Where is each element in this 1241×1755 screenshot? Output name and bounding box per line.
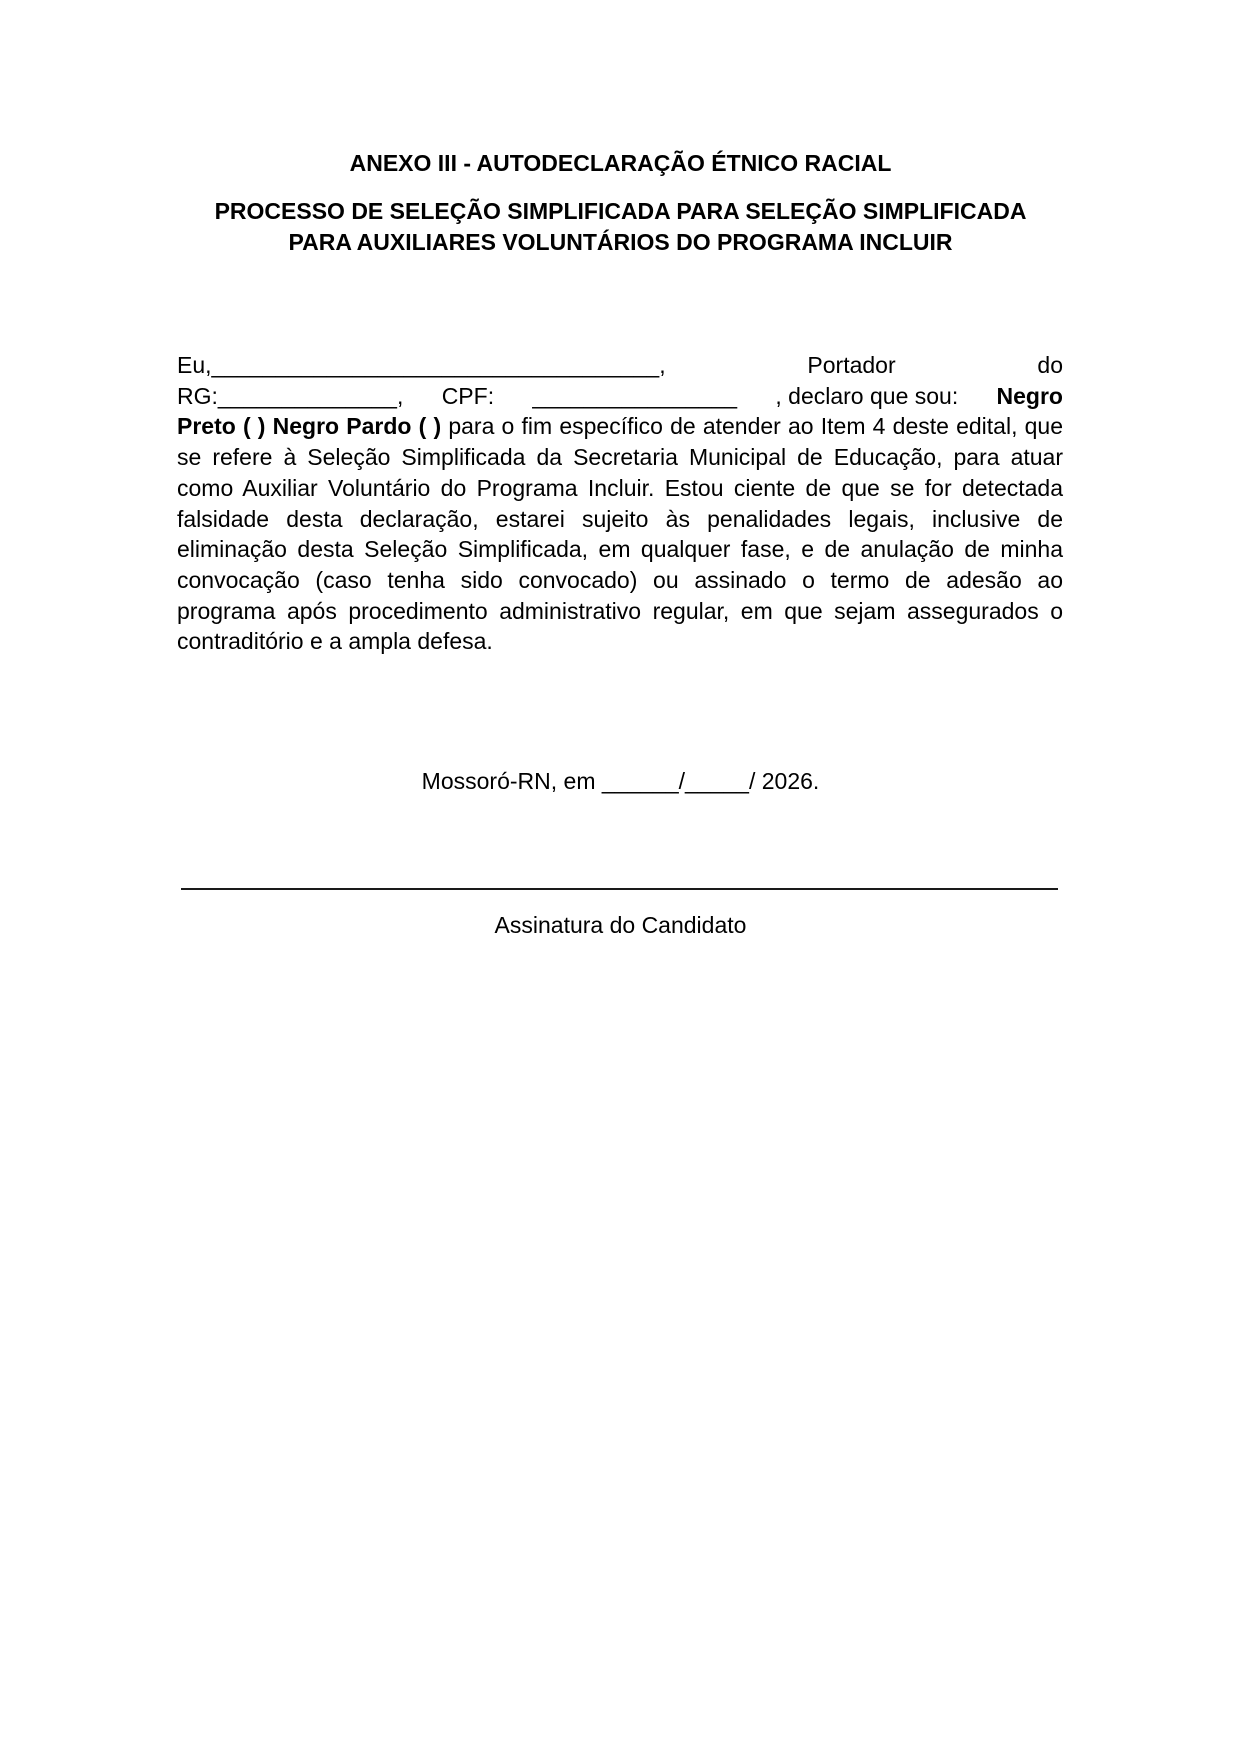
cpf-label: CPF: [441, 382, 495, 409]
do-label: do [1037, 352, 1063, 378]
document-title: ANEXO III - AUTODECLARAÇÃO ÉTNICO RACIAL [349, 150, 892, 176]
negro-word: Negro [996, 382, 1063, 409]
cpf-blank-field[interactable]: ________________ [532, 382, 738, 409]
signature-label: Assinatura do Candidato [494, 912, 747, 938]
name-blank-field[interactable]: Eu,___________________________________, [177, 352, 666, 378]
option-negro-pardo[interactable]: Negro Pardo ( ) [272, 413, 442, 440]
portador-label: Portador [807, 352, 896, 378]
signature-line [181, 888, 1058, 890]
rg-blank-field[interactable]: RG:______________, [177, 382, 404, 409]
declaration-paragraph [177, 350, 1063, 657]
declaration-body [177, 411, 1063, 657]
document-subtitle: PROCESSO DE SELEÇÃO SIMPLIFICADA PARA SELEÇÃO SIMPLIFICADA PARA AUXILIARES VOLUNTÁRIOS DO PROGRAMA INCLUIR [214, 198, 1027, 255]
declaro-text: , declaro que sou: [775, 382, 959, 409]
declaration-line-name [177, 350, 1063, 381]
declaration-body-text: para o fim específico de atender ao Item 4 deste edital, que se refere à Seleção Simplificada da Secretaria Municipal de Educação, para atuar como Auxiliar Voluntário do Programa Incluir. Estou ciente de que se for detectada falsidade desta declaração, estarei sujeito às penalidades legais, inclusive de eliminação desta Seleção Simplificada, em qualquer fase, e de anulação de minha convocação (caso tenha sido convocado) ou assinado o termo de adesão ao programa após procedimento administrativo regular, em que sejam assegurados o contraditório e a ampla defesa. [177, 413, 1064, 655]
declaration-line-ids [177, 381, 1063, 412]
place-date-line[interactable]: Mossoró-RN, em ______/_____/ 2026. [421, 768, 820, 794]
option-negro-preto[interactable]: Preto ( ) [177, 413, 266, 440]
